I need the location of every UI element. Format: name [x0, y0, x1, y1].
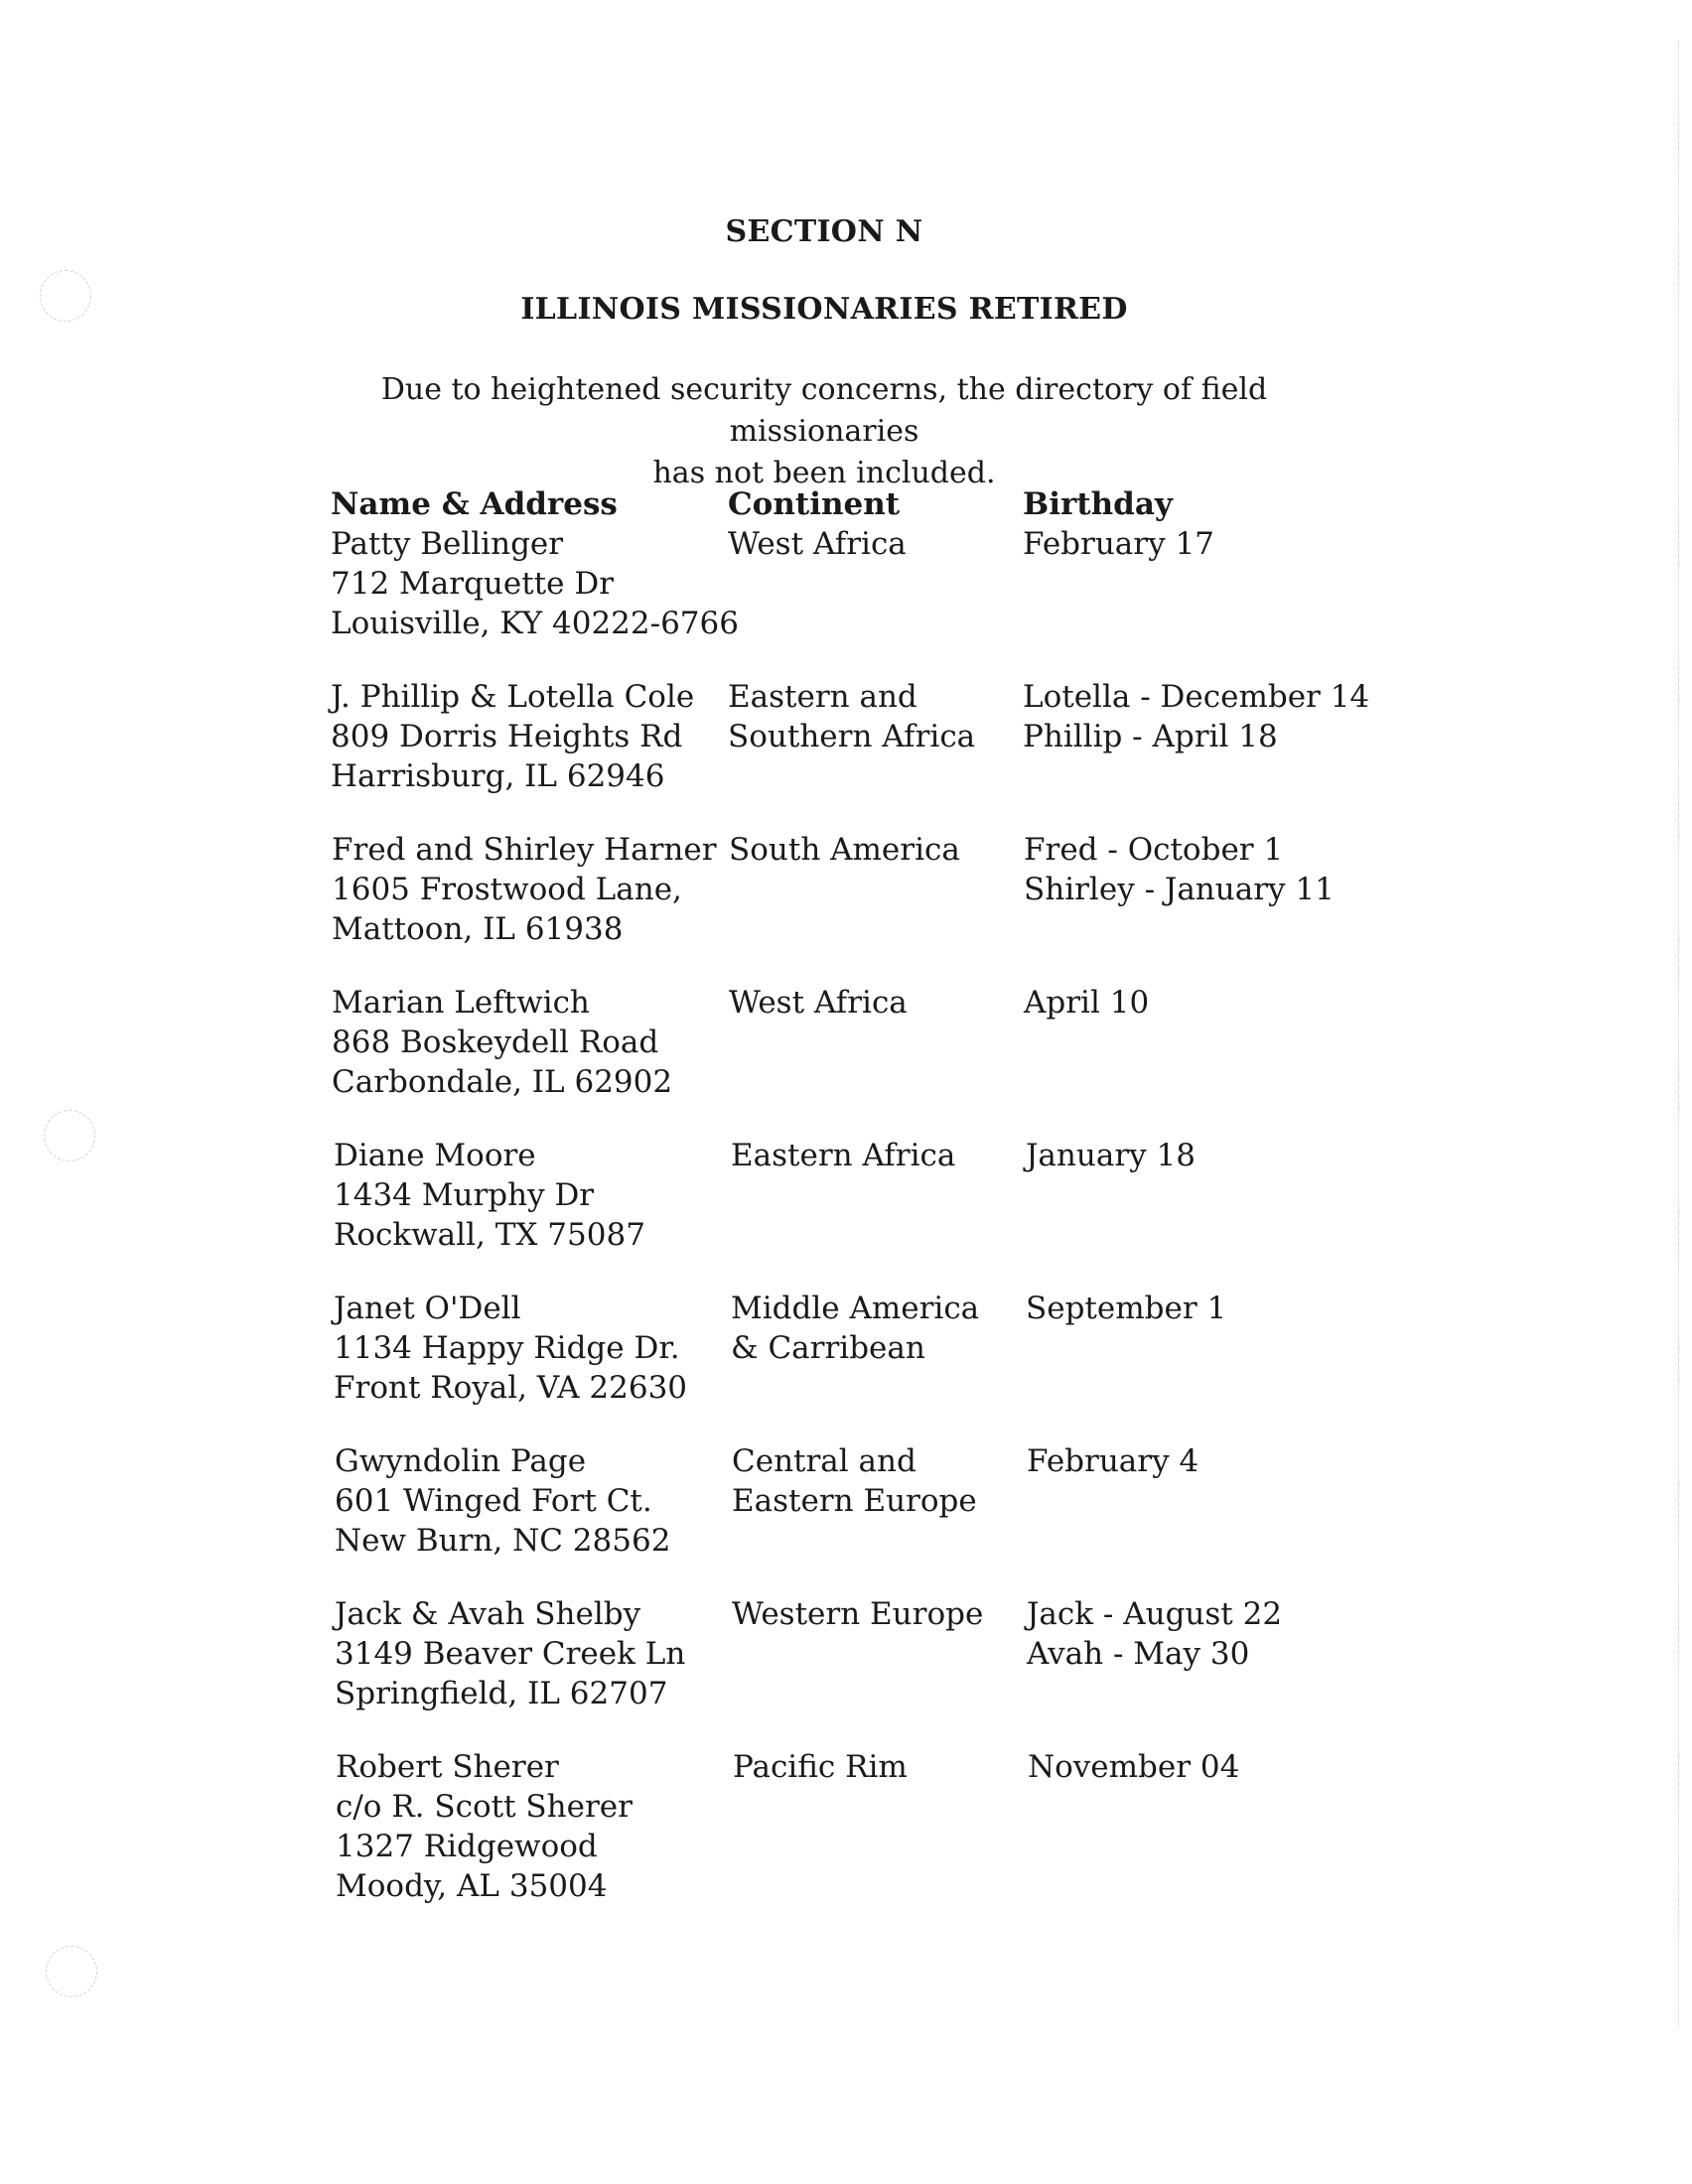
birthday-line: Avah - May 30 — [1027, 1636, 1250, 1672]
birthday-cell — [1027, 1441, 1404, 1481]
hole-punch-mark — [44, 1110, 95, 1161]
birthday-cell — [1024, 830, 1401, 909]
continent-cell — [728, 677, 1026, 756]
continent-line: Eastern Europe — [732, 1483, 977, 1519]
column-header-continent: Continent — [728, 486, 901, 522]
address-line: Janet O'Dell — [334, 1291, 521, 1326]
continent-line: South America — [729, 832, 960, 868]
address-line: Front Royal, VA 22630 — [334, 1370, 688, 1406]
address-line: 712 Marquette Dr — [331, 566, 615, 602]
birthday-line: September 1 — [1026, 1291, 1227, 1326]
continent-cell — [733, 1747, 1031, 1787]
address-line: c/o R. Scott Sherer — [336, 1789, 633, 1825]
continent-cell — [728, 524, 1026, 564]
continent-cell — [729, 983, 1027, 1023]
address-line: Rockwall, TX 75087 — [334, 1217, 645, 1253]
column-header-name-address: Name & Address — [331, 486, 618, 522]
birthday-cell — [1024, 983, 1401, 1023]
name-address-cell — [331, 677, 718, 796]
address-line: Robert Sherer — [336, 1749, 559, 1785]
birthday-line: Jack - August 22 — [1027, 1596, 1283, 1632]
continent-line: Eastern Africa — [731, 1138, 956, 1173]
address-line: Carbondale, IL 62902 — [332, 1064, 673, 1100]
address-line: Springfield, IL 62707 — [335, 1676, 668, 1711]
document-title: ILLINOIS MISSIONARIES RETIRED — [520, 292, 1128, 327]
name-address-cell — [332, 983, 719, 1102]
birthday-cell — [1023, 524, 1400, 564]
name-address-cell — [334, 1289, 721, 1408]
continent-line: & Carribean — [731, 1330, 925, 1366]
address-line: J. Phillip & Lotella Cole — [331, 679, 695, 715]
address-line: 1134 Happy Ridge Dr. — [334, 1330, 680, 1366]
address-line: 1327 Ridgewood — [336, 1829, 598, 1864]
continent-line: West Africa — [728, 526, 907, 562]
address-line: 1605 Frostwood Lane, — [332, 872, 682, 907]
address-line: New Burn, NC 28562 — [335, 1523, 671, 1559]
hole-punch-mark — [46, 1946, 97, 1997]
address-line: Patty Bellinger — [331, 526, 564, 562]
address-line: 3149 Beaver Creek Ln — [335, 1636, 686, 1672]
birthday-cell — [1026, 1289, 1403, 1328]
address-line: Moody, AL 35004 — [336, 1868, 608, 1904]
continent-line: Southern Africa — [728, 719, 976, 754]
address-line: 868 Boskeydell Road — [332, 1024, 659, 1060]
continent-cell — [731, 1289, 1029, 1368]
birthday-line: Fred - October 1 — [1024, 832, 1284, 868]
address-line: Jack & Avah Shelby — [335, 1596, 641, 1632]
address-line: 601 Winged Fort Ct. — [335, 1483, 652, 1519]
address-line: Louisville, KY 40222-6766 — [331, 606, 739, 641]
continent-line: Central and — [732, 1443, 916, 1479]
notice-line: has not been included. — [652, 456, 996, 490]
address-line: Diane Moore — [334, 1138, 536, 1173]
address-line: 809 Dorris Heights Rd — [331, 719, 683, 754]
address-line: Marian Leftwich — [332, 985, 590, 1021]
scan-edge-line — [1678, 40, 1679, 2025]
section-title: SECTION N — [725, 214, 923, 249]
birthday-cell — [1028, 1747, 1405, 1787]
notice-line: Due to heightened security concerns, the directory of field missionaries — [380, 372, 1268, 449]
continent-cell — [732, 1594, 1030, 1634]
birthday-cell — [1026, 1136, 1403, 1175]
birthday-line: Phillip - April 18 — [1023, 719, 1278, 754]
birthday-line: February 17 — [1023, 526, 1214, 562]
continent-cell — [732, 1441, 1030, 1521]
continent-line: Middle America — [731, 1291, 980, 1326]
continent-line: Eastern and — [728, 679, 917, 715]
birthday-line: February 4 — [1027, 1443, 1199, 1479]
continent-line: Pacific Rim — [733, 1749, 908, 1785]
continent-cell — [729, 830, 1027, 870]
column-header-birthday: Birthday — [1023, 486, 1173, 522]
continent-line: West Africa — [729, 985, 908, 1021]
continent-line: Western Europe — [732, 1596, 984, 1632]
birthday-line: Shirley - January 11 — [1024, 872, 1335, 907]
birthday-line: November 04 — [1028, 1749, 1240, 1785]
name-address-cell — [336, 1747, 723, 1906]
birthday-line: April 10 — [1024, 985, 1150, 1021]
name-address-cell — [332, 830, 719, 949]
security-notice — [298, 369, 1350, 494]
address-line: Mattoon, IL 61938 — [332, 911, 624, 947]
birthday-cell — [1023, 677, 1400, 756]
name-address-cell — [335, 1441, 722, 1561]
birthday-line: January 18 — [1026, 1138, 1196, 1173]
birthday-line: Lotella - December 14 — [1023, 679, 1370, 715]
name-address-cell — [331, 524, 739, 643]
address-line: Fred and Shirley Harner — [332, 832, 717, 868]
name-address-cell — [334, 1136, 721, 1255]
address-line: Harrisburg, IL 62946 — [331, 758, 665, 794]
address-line: 1434 Murphy Dr — [334, 1177, 595, 1213]
continent-cell — [731, 1136, 1029, 1175]
name-address-cell — [335, 1594, 722, 1713]
address-line: Gwyndolin Page — [335, 1443, 587, 1479]
birthday-cell — [1027, 1594, 1404, 1674]
